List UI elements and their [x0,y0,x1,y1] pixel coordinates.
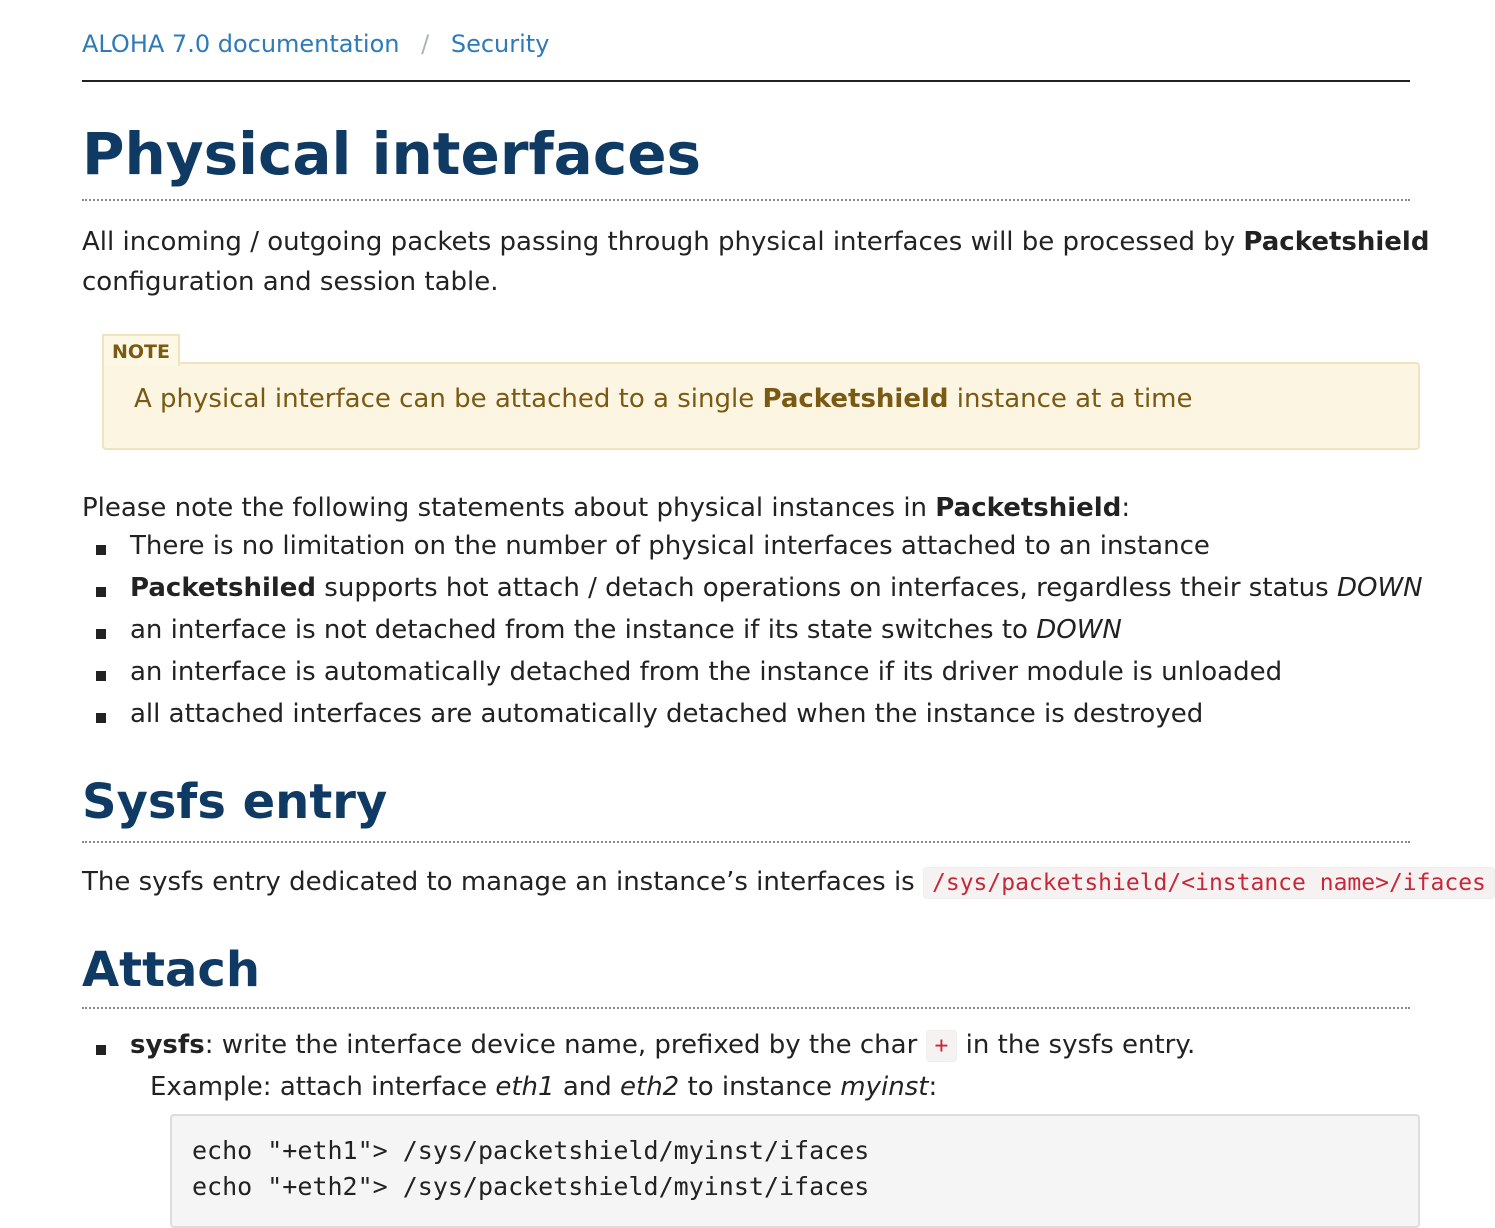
code-line: echo "+eth2"> /sys/packetshield/myinst/ifaces [192,1172,870,1201]
list-item-text: an interface is automatically detached from the instance if its driver module is unloaded [130,657,1283,687]
sysfs-text: The sysfs entry dedicated to manage an instance’s interfaces is [82,867,923,897]
list-item [130,615,1122,645]
header-divider [82,80,1410,82]
list-item-text: an interface is not detached from the instance if its state switches to [130,615,1037,645]
section-heading-attach: Attach [82,942,261,998]
example-text: and [554,1072,621,1102]
breadcrumb-separator: / [421,30,430,58]
breadcrumb-link-home[interactable]: ALOHA 7.0 documentation [82,30,400,58]
note-text-pre: A physical interface can be attached to a single [134,384,763,414]
list-item-italic: DOWN [1036,615,1122,645]
bullet-marker [96,713,106,723]
list-item [130,1030,1195,1060]
list-item-text: all attached interfaces are automatically detached when the instance is destroyed [130,699,1204,729]
list-item-text: supports hot attach / detach operations on interfaces, regardless their status [316,573,1337,603]
intro-text: All incoming / outgoing packets passing through physical interfaces will be processed by [82,227,1244,257]
intro-product-name: Packetshield [1243,227,1430,257]
example-iface-2: eth2 [620,1072,680,1102]
code-line: echo "+eth1"> /sys/packetshield/myinst/ifaces [192,1136,870,1165]
note-product-name: Packetshield [762,384,949,414]
list-item [130,657,1282,687]
code-block[interactable] [170,1114,1420,1228]
bullet-marker [96,1045,106,1055]
attach-text-post: in the sysfs entry. [957,1030,1196,1060]
list-item-bold: Packetshiled [130,573,317,603]
list-item [130,531,1210,561]
statements-intro-text: Please note the following statements about physical instances in [82,493,936,523]
note-text-post: instance at a time [948,384,1193,414]
statements-intro [82,488,1130,528]
list-item-text: There is no limitation on the number of physical interfaces attached to an instance [130,531,1210,561]
page-title: Physical interfaces [82,120,702,188]
example-caption [150,1072,937,1102]
list-item [130,573,1423,603]
section-heading-sysfs: Sysfs entry [82,774,388,830]
statements-colon: : [1121,493,1131,523]
section-underline [82,1007,1410,1009]
bullet-marker [96,629,106,639]
note-text [134,384,1193,414]
example-instance: myinst [840,1072,929,1102]
sysfs-path-code: /sys/packetshield/<instance name>/ifaces [923,867,1495,899]
breadcrumb-link-security[interactable]: Security [450,30,550,58]
breadcrumb [82,30,549,58]
section-underline [82,841,1410,843]
example-text: to instance [679,1072,841,1102]
title-underline [82,199,1410,201]
intro-paragraph-line2: configuration and session table. [82,267,499,297]
attach-method-name: sysfs [130,1030,205,1060]
list-item-italic: DOWN [1336,573,1423,603]
plus-char-code: + [926,1030,958,1062]
bullet-marker [96,671,106,681]
list-item [130,699,1203,729]
sysfs-paragraph [82,862,1495,903]
example-colon: : [928,1072,938,1102]
statements-product-name: Packetshield [935,493,1122,523]
example-text: Example: attach interface [150,1072,496,1102]
bullet-marker [96,545,106,555]
intro-paragraph-line1 [82,222,1429,262]
bullet-marker [96,587,106,597]
note-label: NOTE [102,334,180,366]
example-iface-1: eth1 [495,1072,555,1102]
attach-text: : write the interface device name, prefixed by the char [204,1030,926,1060]
